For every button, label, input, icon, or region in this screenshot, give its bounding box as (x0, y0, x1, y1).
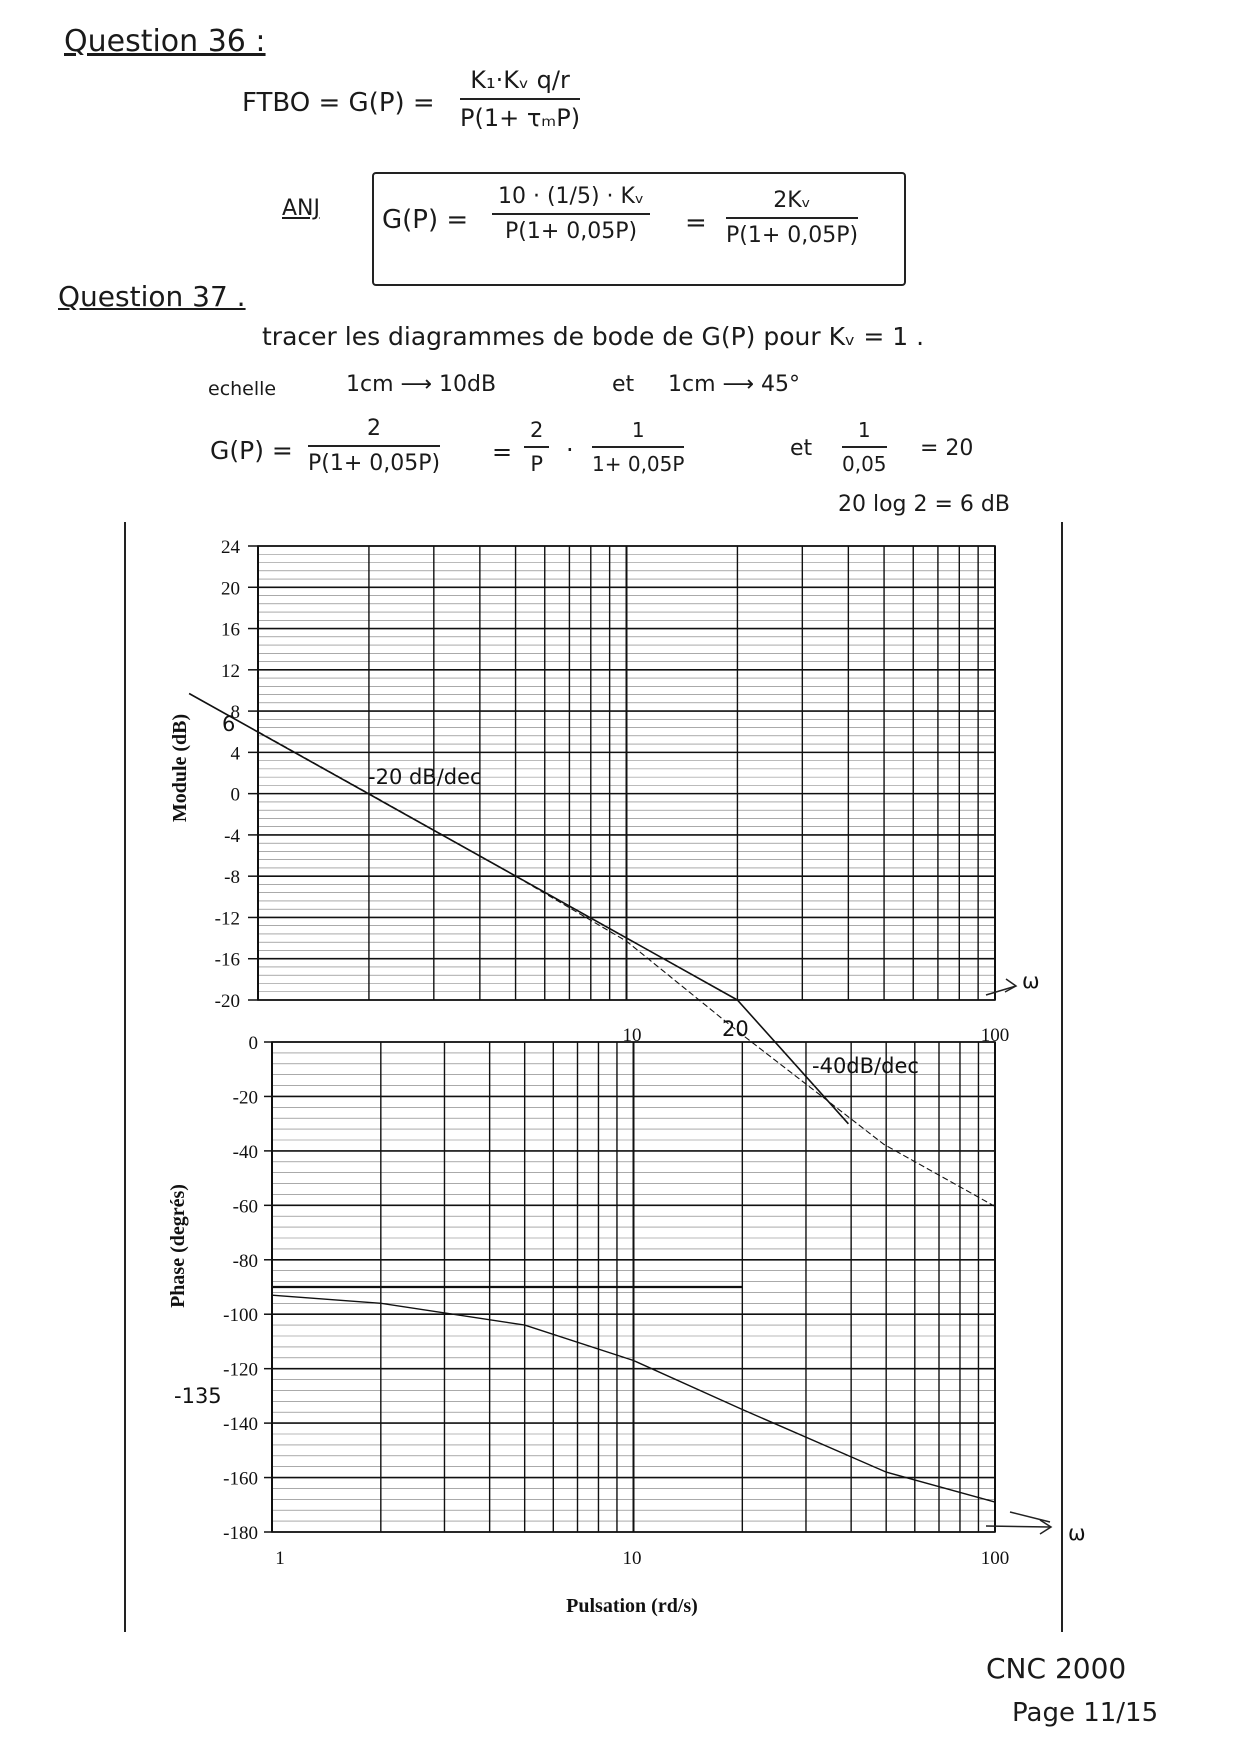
answer-equals: = (685, 208, 707, 238)
phase-y-tick-label: -140 (223, 1414, 258, 1436)
g-expr-den-3: 1+ 0,05P (592, 452, 685, 476)
ftbo-denominator: P(1+ τₘP) (460, 104, 581, 132)
phase-y-tick-label: -80 (232, 1250, 258, 1272)
g-expr-den-2: P (530, 452, 544, 476)
g-expr-equals: = (492, 438, 513, 466)
magnitude-axis-title: Module (dB) (169, 713, 191, 823)
g-expr-num-1: 2 (308, 416, 440, 447)
phase-y-tick-label: -20 (232, 1087, 258, 1109)
question-37-title: Question 37 . (58, 280, 246, 313)
mag-y-tick-label: -4 (224, 825, 240, 847)
phase-x-tick-10: 10 (622, 1548, 642, 1569)
question-37-instruction: tracer les diagrammes de bode de G(P) pour Kᵥ = 1 . (262, 322, 925, 351)
phase-x-tick-1: 1 (275, 1548, 285, 1569)
mag-annot-6db: 6 (222, 712, 236, 736)
mag-y-tick-label: -8 (224, 867, 240, 889)
mag-omega-arrow (986, 979, 1016, 995)
log-note: 20 log 2 = 6 dB (838, 492, 1010, 517)
anj-label: ANJ (282, 196, 320, 221)
phase-omega-label: ω (1068, 1521, 1086, 1545)
g-expr-num-3: 1 (592, 418, 684, 448)
g-expr-den-1: P(1+ 0,05P) (308, 451, 441, 476)
ftbo-numerator: K₁·Kᵥ q/r (460, 66, 580, 100)
phase-y-ticks (223, 1033, 272, 1544)
g-expr-eq-20: = 20 (920, 436, 974, 461)
phase-axis-title: Phase (degrés) (167, 1184, 189, 1308)
phase-y-tick-label: -100 (223, 1305, 258, 1327)
phase-y-tick-label: -160 (223, 1468, 258, 1490)
phase-x-axis-title: Pulsation (rd/s) (566, 1595, 698, 1617)
mag-omega-label: ω (1022, 969, 1040, 993)
phase-y-tick-label: -60 (232, 1196, 258, 1218)
phase-y-tick-label: -180 (223, 1523, 258, 1544)
magnitude-y-ticks (215, 537, 258, 1012)
g-expr-den-4: 0,05 (842, 452, 887, 476)
phase-x-tick-100: 100 (980, 1548, 1010, 1569)
mag-y-tick-label: 12 (221, 660, 240, 682)
mag-x-tick-10: 10 (622, 1025, 642, 1046)
footer-page: Page 11/15 (1012, 1698, 1159, 1728)
mag-y-tick-label: 16 (221, 619, 240, 641)
g-expr-num-2: 2 (524, 418, 549, 448)
answer-denominator-1: P(1+ 0,05P) (505, 219, 638, 244)
phase-annot-135: -135 (174, 1384, 222, 1408)
answer-numerator-1: 10 · (1/5) · Kᵥ (492, 184, 650, 215)
mag-y-tick-label: -16 (214, 949, 240, 971)
mag-y-tick-label: 4 (230, 743, 240, 765)
scale-label: echelle (208, 378, 277, 400)
mag-annot-slope-40: -40dB/dec (812, 1054, 919, 1078)
mag-y-tick-label: 20 (221, 578, 240, 600)
mag-y-tick-label: -12 (214, 908, 240, 930)
footer-exam: CNC 2000 (986, 1652, 1127, 1685)
answer-denominator-2: P(1+ 0,05P) (726, 223, 859, 248)
scale-deg: 1cm ⟶ 45° (668, 372, 801, 397)
answer-g-label: G(P) = (382, 205, 469, 235)
mag-y-tick-label: 8 (230, 702, 240, 724)
question-36-title: Question 36 : (64, 24, 266, 59)
g-expr-label: G(P) = (210, 436, 293, 465)
phase-y-tick-label: 0 (248, 1033, 258, 1054)
scale-db: 1cm ⟶ 10dB (346, 372, 497, 397)
g-expr-num-4: 1 (842, 418, 887, 448)
mag-y-tick-label: 24 (221, 537, 240, 558)
mag-y-tick-label: 0 (230, 784, 240, 806)
answer-numerator-2: 2Kᵥ (726, 188, 858, 219)
mag-annot-slope-20: -20 dB/dec (368, 765, 482, 789)
phase-y-tick-label: -120 (223, 1359, 258, 1381)
ftbo-label: FTBO = G(P) = (242, 88, 435, 118)
scale-and: et (612, 372, 635, 397)
mag-x-tick-100: 100 (980, 1025, 1010, 1046)
g-expr-et: et (790, 436, 813, 461)
magnitude-curves (189, 694, 995, 1207)
phase-y-tick-label: -40 (232, 1141, 258, 1163)
g-expr-dot: · (566, 436, 574, 464)
mag-y-tick-label: -20 (214, 991, 240, 1012)
mag-annot-20: 20 (722, 1017, 749, 1041)
